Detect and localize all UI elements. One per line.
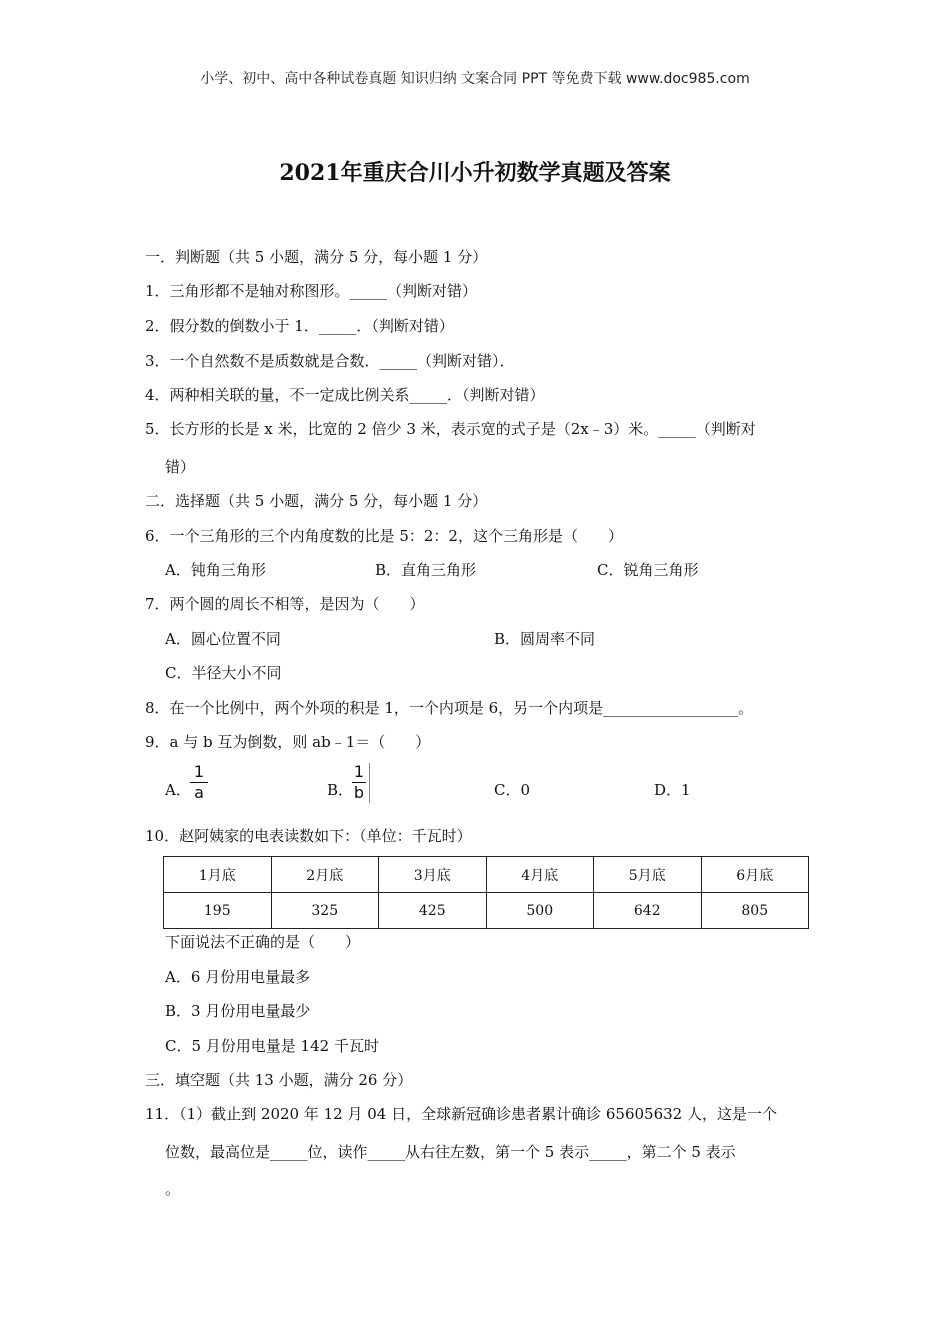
table-header-cell: 4月底	[486, 857, 594, 893]
question-11-line2: 位数，最高位是_____位，读作_____从右往左数，第一个 5 表示_____，第二个 5 表示	[165, 1143, 736, 1161]
q10-option-c: C．5 月份用电量是 142 千瓦时	[165, 1037, 379, 1055]
q10-option-a: A．6 月份用电量最多	[165, 968, 311, 986]
q9-option-b-label: B．	[327, 781, 354, 799]
table-header-cell: 5月底	[594, 857, 702, 893]
question-11-line1: 11．（1）截止到 2020 年 12 月 04 日，全球新冠确诊患者累计确诊 65605632 人，这是一个	[145, 1105, 777, 1123]
q10-option-b: B．3 月份用电量最少	[165, 1002, 311, 1020]
question-1: 1．三角形都不是轴对称图形。_____（判断对错）	[145, 282, 478, 300]
table-header-cell: 3月底	[379, 857, 487, 893]
table-cell: 642	[594, 893, 702, 929]
table-row	[164, 893, 809, 929]
q9-option-a-numerator: 1	[193, 762, 205, 781]
q9-option-a-fraction	[190, 763, 208, 802]
question-2: 2．假分数的倒数小于 1．_____．（判断对错）	[145, 317, 454, 335]
page-header-banner: 小学、初中、高中各种试卷真题 知识归纳 文案合同 PPT 等免费下载 www.doc985.com	[200, 71, 750, 87]
question-5-line1: 5．长方形的长是 x 米，比宽的 2 倍少 3 米，表示宽的式子是（2x﹣3）米。_____（判断对	[145, 420, 756, 438]
table-header-cell: 1月底	[164, 857, 272, 893]
q7-option-c: C．半径大小不同	[165, 664, 282, 682]
question-10: 10．赵阿姨家的电表读数如下：（单位：千瓦时）	[145, 827, 472, 845]
table-cell: 195	[164, 893, 272, 929]
table-cell: 425	[379, 893, 487, 929]
section2-heading: 二．选择题（共 5 小题，满分 5 分，每小题 1 分）	[145, 492, 488, 510]
q7-option-a: A．圆心位置不同	[165, 630, 281, 648]
section3-heading: 三．填空题（共 13 小题，满分 26 分）	[145, 1071, 413, 1089]
q9-option-b-numerator: 1	[353, 762, 365, 781]
q6-option-b: B．直角三角形	[375, 561, 477, 579]
q9-option-a-denominator: a	[194, 783, 204, 802]
table-header-cell: 2月底	[271, 857, 379, 893]
table-cell: 805	[701, 893, 809, 929]
section1-heading: 一．判断题（共 5 小题，满分 5 分，每小题 1 分）	[145, 248, 488, 266]
q9-option-d: D．1	[654, 781, 691, 799]
electricity-reading-table	[163, 856, 809, 929]
question-4: 4．两种相关联的量，不一定成比例关系_____．（判断对错）	[145, 386, 545, 404]
question-8: 8．在一个比例中，两个外项的积是 1，一个内项是 6，另一个内项是__________________。	[145, 699, 754, 717]
q7-option-b: B．圆周率不同	[494, 630, 596, 648]
q9-option-c: C．0	[494, 781, 531, 799]
table-header-row	[164, 857, 809, 893]
q9-option-b-fraction	[352, 763, 366, 802]
page-title: 2021年重庆合川小升初数学真题及答案	[279, 160, 671, 186]
question-3: 3．一个自然数不是质数就是合数．_____（判断对错）．	[145, 352, 515, 370]
question-9: 9．a 与 b 互为倒数，则 ab﹣1＝（ ）	[145, 733, 431, 751]
q6-option-a: A．钝角三角形	[165, 561, 266, 579]
question-5-line2: 错）	[165, 458, 196, 476]
table-cell: 500	[486, 893, 594, 929]
question-6: 6．一个三角形的三个内角度数的比是 5：2：2，这个三角形是（ ）	[145, 527, 623, 545]
table-header-cell: 6月底	[701, 857, 809, 893]
table-cell: 325	[271, 893, 379, 929]
q6-option-c: C．锐角三角形	[597, 561, 699, 579]
cursor-rule	[369, 763, 370, 803]
q10-prompt: 下面说法不正确的是（ ）	[165, 933, 361, 951]
question-11-line3: 。	[165, 1180, 181, 1198]
q9-option-b-denominator: b	[353, 783, 365, 802]
question-7: 7．两个圆的周长不相等，是因为（ ）	[145, 595, 425, 613]
q9-option-a-label: A．	[165, 781, 191, 799]
